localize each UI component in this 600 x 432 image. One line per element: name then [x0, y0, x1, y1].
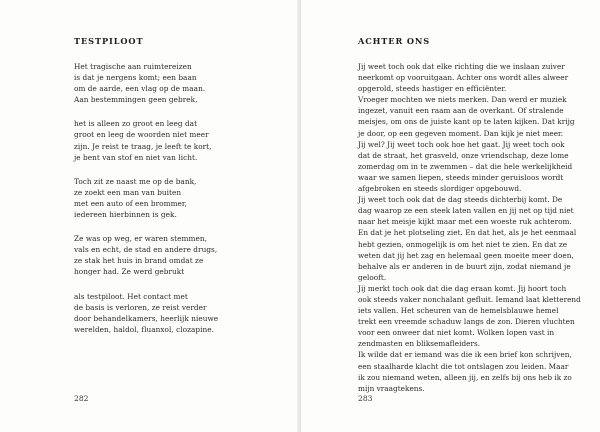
poem-line: Het tragische aan ruimtereizen [74, 62, 192, 71]
poem-title: TESTPILOOT [74, 36, 144, 46]
prose-line: waar we samen liepen, steeds minder geruisloos wordt [358, 172, 564, 182]
prose-line: opgerold, steeds hastiger en efficiënter. [358, 84, 507, 94]
prose-line: Vroeger mochten we niets merken. Dan werd er muziek [358, 95, 567, 105]
prose-line: dat de straat, het grasveld, onze vriendschap, deze lome [358, 150, 569, 160]
prose-line: voor een onweer dat niet komt. Wolken lopen vast in [358, 328, 555, 338]
poem-line: iedereen hierbinnen is gek. [74, 210, 177, 220]
prose-line: hebt gezien, onmogelijk is om het niet te zien. En dat ze [358, 239, 568, 249]
poem-line: met een auto of een brommer, [74, 198, 188, 208]
prose-line: zendmasten en bliksemafleiders. [358, 339, 481, 349]
prose-line: Jij weet toch ook dat de dag steeds dichterbij komt. De [358, 195, 563, 205]
prose-line: Jij merkt toch ook dat die dag eraan komt. Jij hoort toch [358, 283, 567, 293]
prose-line: een staalharde klacht die tot ontslagen zou leiden. Maar [358, 361, 569, 371]
prose-line: ik zou niemand weten, alleen jij, en zelfs bij ons heb ik zo [358, 372, 572, 382]
prose-line: meisjes, om ons de juiste kant op te laten kijken. Dat krijg [358, 117, 575, 127]
prose-line: dag waarop ze een steek laten vallen en jij net op tijd niet [358, 206, 574, 216]
prose-line: zomerdag om in te zwemmen – dat die hele werkelijkheid [358, 161, 573, 171]
poem-line: ze zoekt een man van buiten [74, 187, 182, 197]
poem-line: is dat je nergens komt; een baan [74, 73, 197, 83]
poem-line: om de aarde, een vlag op de maan. [74, 84, 206, 94]
prose-line: weten dat jij het zag en helemaal geen moeite meer doen, [358, 250, 574, 260]
right-page [301, 0, 600, 432]
prose-line: mijn vraagtekens. [358, 383, 425, 393]
stanza [74, 61, 274, 105]
poem-line: zijn. Je reist te traag, je leeft te kort, [74, 141, 212, 151]
poem-line: groot en leeg de woorden niet meer [74, 130, 209, 140]
stanza [74, 233, 274, 277]
prose-line: Ik wilde dat er iemand was die ik een brief kon schrijven, [358, 350, 572, 360]
prose-line: behalve als er anderen in de buurt zijn, zodat niemand je [358, 261, 571, 271]
prose-line: trekt een vreemde schaduw langs de zon. Dieren vluchten [358, 317, 575, 327]
prose-body [358, 61, 588, 394]
left-page [0, 0, 299, 432]
poem-line: honger had. Ze werd gebrukt [74, 267, 185, 277]
prose-line: je door, op een gegeven moment. Dan kijk je niet meer. [358, 128, 564, 138]
prose-line: En dat je het plotseling ziet. En dat het, als je het eenmaal [358, 228, 577, 238]
poem-line: de basis is verloren, ze reist verder [74, 302, 207, 312]
poem-line: werelden, haldol, fluanxol, clozapine. [74, 324, 214, 334]
prose-line: Jij weet toch ook dat elke richting die we inslaan zuiver [358, 62, 565, 71]
prose-line: Jij wel? Jij weet toch ook hoe het gaat. Jij weet toch ook [358, 139, 565, 149]
prose-title: ACHTER ONS [358, 36, 431, 46]
stanza [74, 176, 274, 220]
page-number: 282 [74, 394, 89, 403]
prose-line: ook steeds vaker nonchalant gefluit. Iemand laat kletterend [358, 294, 581, 304]
poem-line: als testpiloot. Het contact met [74, 291, 188, 301]
poem-line: vals en echt, de stad en andere drugs, [74, 245, 218, 255]
poem-line: je bent van stof en niet van licht. [74, 152, 198, 162]
prose-line: neerkomt op vooruitgaan. Achter ons wordt alles alweer [358, 73, 569, 83]
poem-line: het is alleen zo groot en leeg dat [74, 119, 198, 129]
poem-line: ze stak het huis in brand omdat ze [74, 256, 204, 266]
prose-line: iets vallen. Het scheuren van de hemelsblauwe hemel [358, 306, 559, 316]
poem-line: Aan bestemmingen geen gebrek, [74, 95, 198, 105]
prose-line: naar het meisje kijkt maar met een woeste ruk achterom. [358, 217, 572, 227]
stanza [74, 291, 274, 335]
prose-line: gelooft. [358, 272, 387, 282]
page-number: 283 [358, 394, 373, 403]
poem-line: Toch zit ze naast me op de bank, [74, 176, 197, 186]
prose-line: afgebroken en steeds slordiger opgebouwd. [358, 184, 522, 194]
poem-line: door behandelkamers, heerlijk nieuwe [74, 313, 219, 323]
prose-line: ingezet, vanuit een raam aan de overkant. Of stralende [358, 106, 564, 116]
poem-line: Ze was op weg, er waren stemmen, [74, 234, 207, 244]
poem-body [74, 61, 274, 348]
stanza [74, 118, 274, 162]
